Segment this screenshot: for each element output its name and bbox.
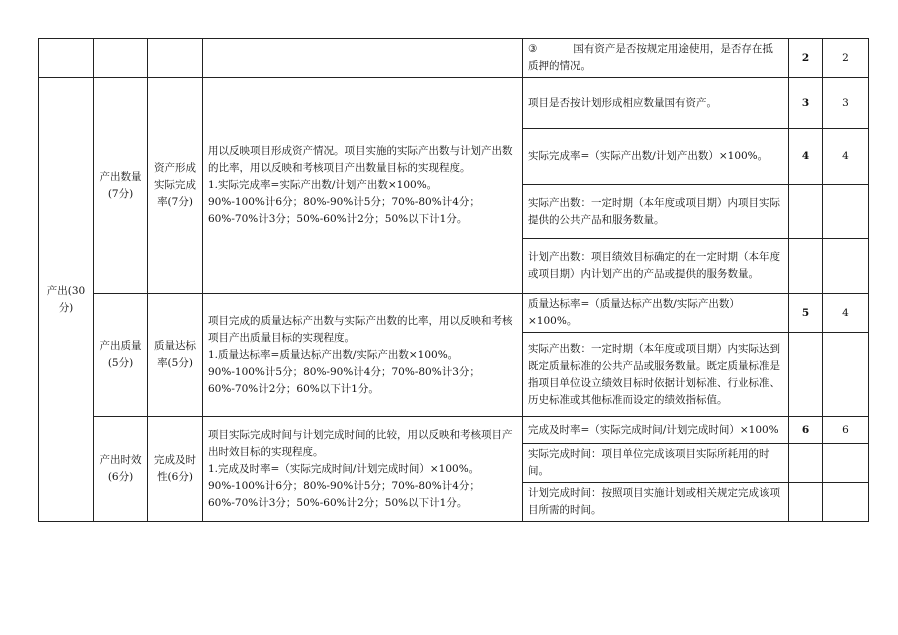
criteria-cell: [523, 39, 789, 78]
weight-cell: [789, 333, 823, 417]
criteria-text: 国有资产是否按规定用途使用，是否存在抵质押的情况。: [528, 43, 773, 72]
criteria-cell: 实际完成率=（实际产出数/计划产出数）×100%。: [523, 129, 789, 185]
score-cell: 4: [823, 129, 869, 185]
score-cell: [823, 185, 869, 239]
score-cell: 6: [823, 417, 869, 444]
table-row: [39, 294, 869, 333]
indicator-explanation: 项目完成的质量达标产出数与实际产出数的比率，用以反映和考核项目产出质量目标的实现程度。 1.质量达标率=质量达标产出数/实际产出数×100%。 90%-100%计5分；80%-90%计4分；70%-80%计3分；60%-70%计2分；60%以下计1分。: [203, 294, 523, 417]
weight-cell: 6: [789, 417, 823, 444]
criteria-cell: 实际产出数：一定时期（本年度或项目期）内项目实际提供的公共产品和服务数量。: [523, 185, 789, 239]
score-cell: [823, 333, 869, 417]
criteria-cell: 完成及时率=（实际完成时间/计划完成时间）×100%: [523, 417, 789, 444]
empty-cell: [148, 39, 203, 78]
empty-cell: [203, 39, 523, 78]
criteria-cell: 质量达标率=（质量达标产出数/实际产出数）×100%。: [523, 294, 789, 333]
criteria-cell: 实际产出数：一定时期（本年度或项目期）内实际达到既定质量标准的公共产品或服务数量。既定质量标准是指项目单位设立绩效目标时依据计划标准、行业标准、历史标准或其他标准而设定的绩效指标值。: [523, 333, 789, 417]
level3-indicator: 质量达标率(5分): [148, 294, 203, 417]
table-row: [39, 417, 869, 444]
indicator-explanation: 用以反映项目形成资产情况。项目实施的实际产出数与计划产出数的比率，用以反映和考核项目产出数量目标的实现程度。 1.实际完成率=实际产出数/计划产出数×100%。 90%-100%计6分；80%-90%计5分；70%-80%计4分；60%-70%计3分；50%-60%计2分；50%以下计1分。: [203, 78, 523, 294]
criteria-cell: 项目是否按计划形成相应数量国有资产。: [523, 78, 789, 129]
weight-cell: 5: [789, 294, 823, 333]
score-cell: 4: [823, 294, 869, 333]
table-row: [39, 78, 869, 129]
score-cell: 2: [823, 39, 869, 78]
indicator-explanation: 项目实际完成时间与计划完成时间的比较，用以反映和考核项目产出时效目标的实现程度。 1.完成及时率=（实际完成时间/计划完成时间）×100%。 90%-100%计6分；80%-90%计5分；70%-80%计4分；60%-70%计3分；50%-60%计2分；50%以下计1分。: [203, 417, 523, 522]
level2-indicator: 产出质量(5分): [94, 294, 148, 417]
weight-cell: [789, 239, 823, 294]
level1-indicator: 产出(30分): [39, 78, 94, 522]
table-row: [39, 39, 869, 78]
score-cell: [823, 483, 869, 522]
weight-cell: [789, 444, 823, 483]
criteria-cell: 计划完成时间：按照项目实施计划或相关规定完成该项目所需的时间。: [523, 483, 789, 522]
score-cell: [823, 444, 869, 483]
weight-cell: [789, 185, 823, 239]
weight-cell: 3: [789, 78, 823, 129]
level2-indicator: 产出数量(7分): [94, 78, 148, 294]
weight-cell: 4: [789, 129, 823, 185]
criteria-cell: 计划产出数：项目绩效目标确定的在一定时期（本年度或项目期）内计划产出的产品或提供的服务数量。: [523, 239, 789, 294]
weight-cell: [789, 483, 823, 522]
level3-indicator: 资产形成实际完成率(7分): [148, 78, 203, 294]
circled-number: ③: [528, 43, 538, 55]
level3-indicator: 完成及时性(6分): [148, 417, 203, 522]
criteria-cell: 实际完成时间：项目单位完成该项目实际所耗用的时间。: [523, 444, 789, 483]
level2-indicator: 产出时效(6分): [94, 417, 148, 522]
empty-cell: [39, 39, 94, 78]
evaluation-table: [38, 38, 869, 522]
empty-cell: [94, 39, 148, 78]
score-cell: [823, 239, 869, 294]
weight-cell: 2: [789, 39, 823, 78]
score-cell: 3: [823, 78, 869, 129]
